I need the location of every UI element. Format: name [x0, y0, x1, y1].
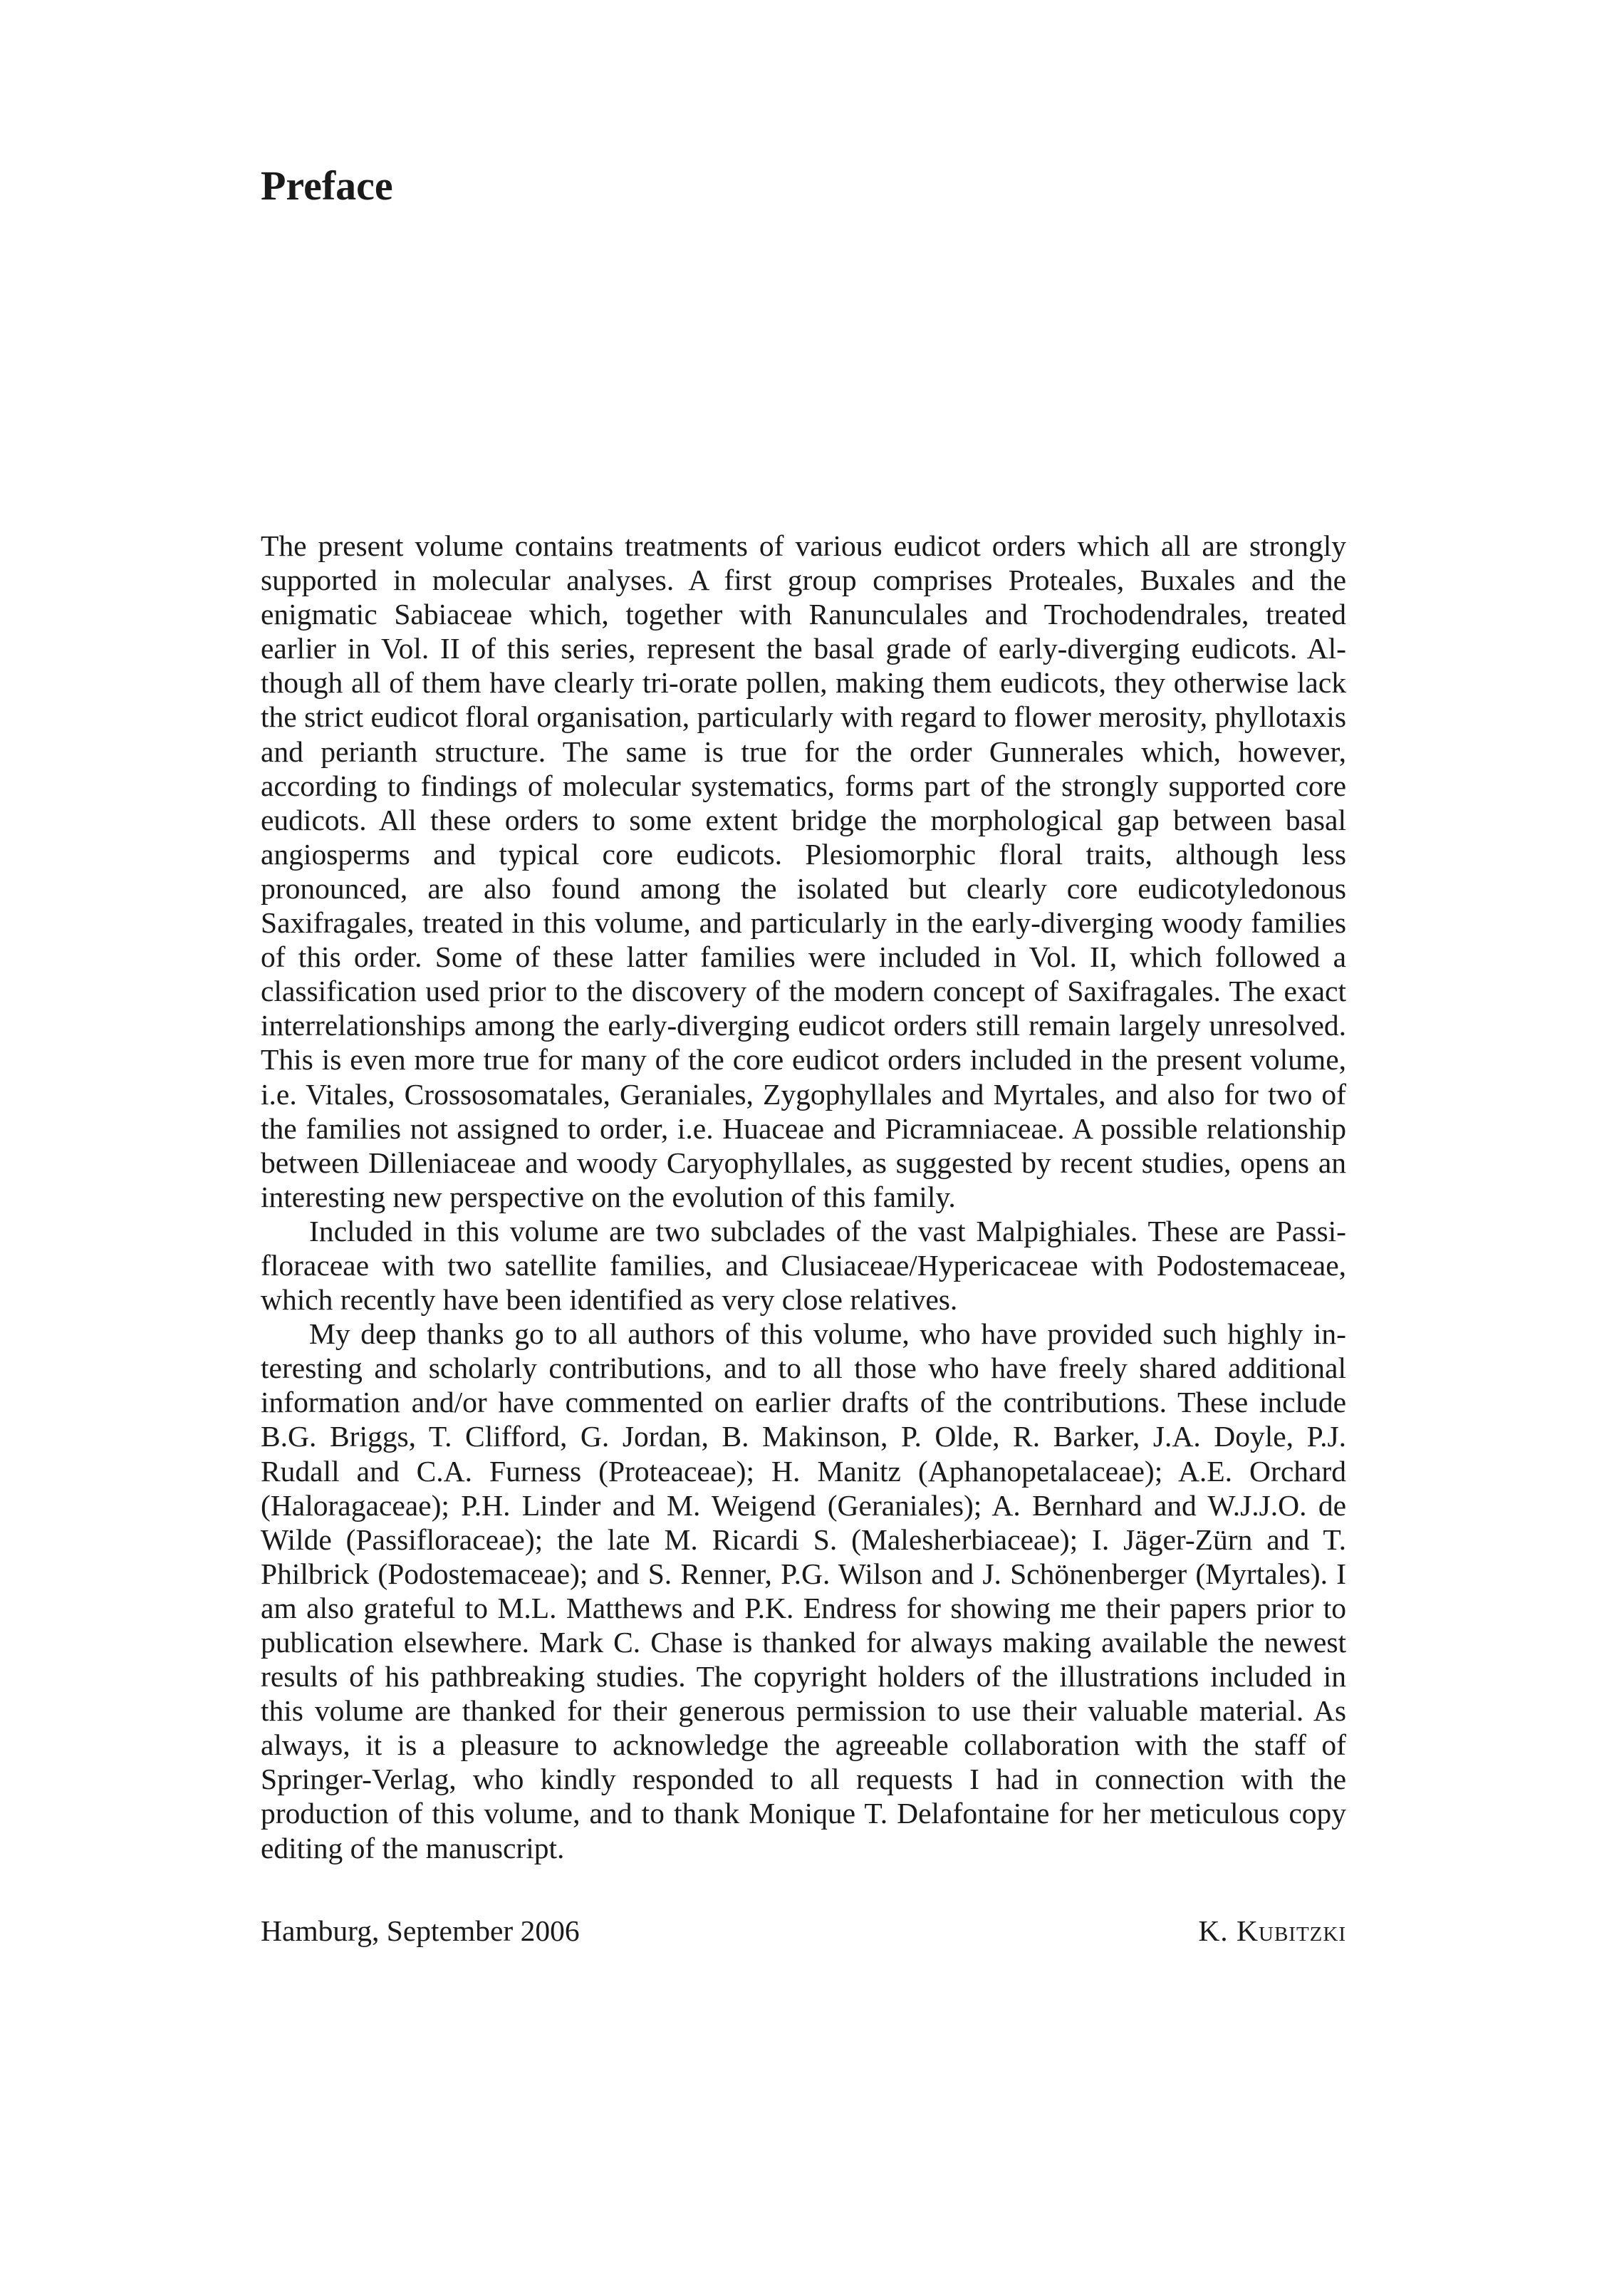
paragraph: The present volume contains treatments of various eudicot orders which all are strongly supported in molecular analyses. A first group comprises Proteales, Buxales and the enigmatic Sabiaceae which, together with Ranunculales and Trochodendrales, treated earlier in Vol. II of this series, represent the basal grade of early-diverging eudicots. Although all of them have clearly tri-orate pollen, making them eudicots, they otherwise lack the strict eudicot floral organisation, particularly with regard to flower merosity, phyllotaxis and perianth structure. The same is true for the order Gunnerales which, however, according to findings of molecular systematics, forms part of the strongly supported core eudicots. All these orders to some extent bridge the morphological gap between basal angiosperms and typical core eudicots. Plesiomorphic floral traits, although less pronounced, are also found among the isolated but clearly core eudicotyledonous Saxifragales, treated in this volume, and particularly in the early-diverging woody families of this order. Some of these latter families were included in Vol. II, which followed a classification used prior to the discovery of the modern concept of Saxifragales. The exact interrelationships among the early-diverging eudicot orders still remain largely unresolved. This is even more true for many of the core eudicot orders included in the present volume, i.e. Vitales, Crossosomatales, Geraniales, Zygophyllales and Myrtales, and also for two of the families not assigned to order, i.e. Huaceae and Picramniaceae. A possible relationship between Dilleniaceae and woody Caryophyllales, as suggested by recent studies, opens an interesting new perspective on the evolution of this family. [261, 529, 1346, 1213]
page-title: Preface [261, 162, 393, 209]
place-date: Hamburg, September 2006 [261, 1914, 580, 1947]
paragraph: Included in this volume are two subclades of the vast Malpighiales. These are Passifloraceae with two satellite families, and Clusiaceae/Hypericaceae with Podostemaceae, which recently have been identified as very close relatives. [261, 1214, 1346, 1317]
preface-body [261, 529, 1346, 1865]
signature-line [261, 1914, 1346, 1948]
paragraph: My deep thanks go to all authors of this volume, who have provided such highly interesting and scholarly contributions, and to all those who have freely shared additional information and/or have commented on earlier drafts of the contributions. These include B.G. Briggs, T. Clifford, G. Jordan, B. Makinson, P. Olde, R. Barker, J.A. Doyle, P.J. Rudall and C.A. Furness (Proteaceae); H. Manitz (Aphanopetalaceae); A.E. Orchard (Haloragaceae); P.H. Linder and M. Weigend (Geraniales); A. Bernhard and W.J.J.O. de Wilde (Passifloraceae); the late M. Ricardi S. (Malesherbiaceae); I. Jäger-Zürn and T. Philbrick (Podostemaceae); and S. Renner, P.G. Wilson and J. Schönenberger (Myrtales). I am also grateful to M.L. Matthews and P.K. Endress for showing me their papers prior to publication elsewhere. Mark C. Chase is thanked for always making available the newest results of his pathbreaking studies. The copyright holders of the illustrations included in this volume are thanked for their generous permission to use their valuable material. As always, it is a pleasure to acknowledge the agreeable collaboration with the staff of Springer-Verlag, who kindly responded to all requests I had in connection with the production of this volume, and to thank Monique T. Delafontaine for her meticulous copy editing of the manuscript. [261, 1317, 1346, 1864]
author-name: K. Kubitzki [1198, 1914, 1346, 1947]
